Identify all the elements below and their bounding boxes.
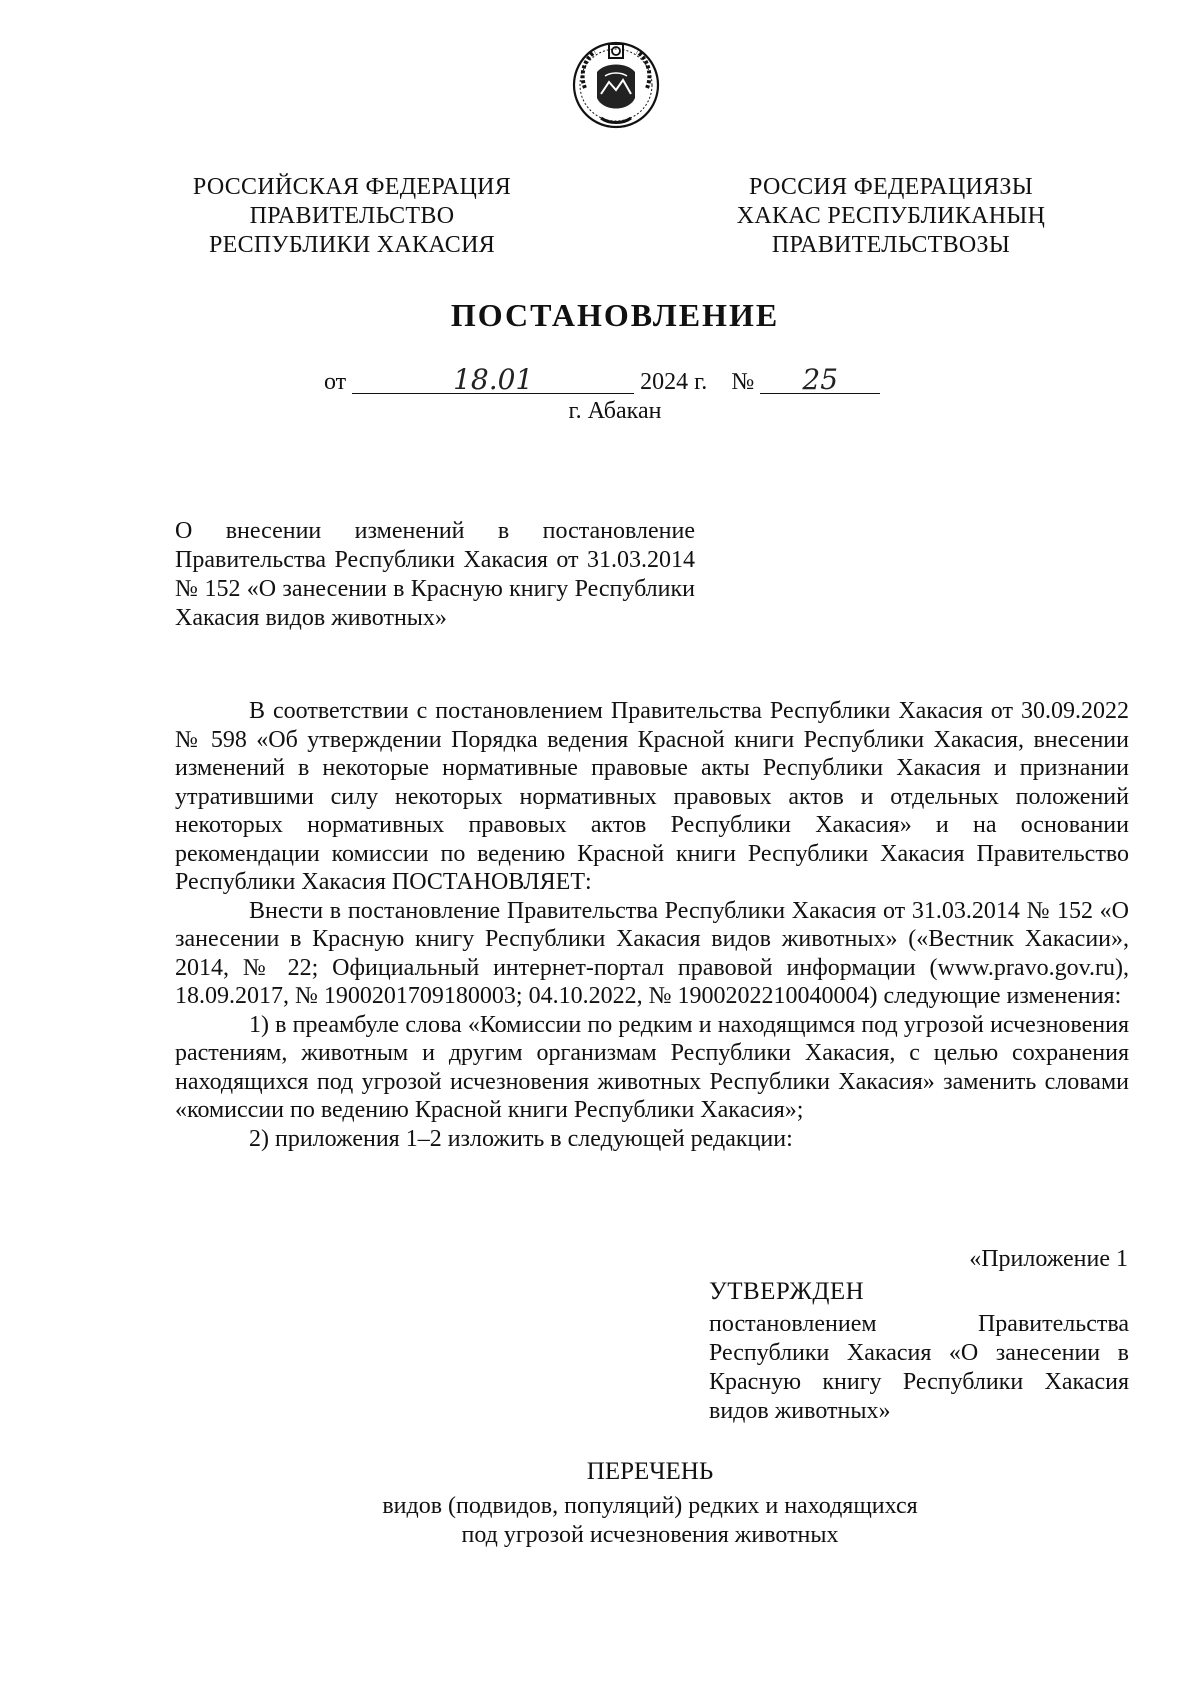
coat-of-arms-emblem (571, 38, 661, 130)
body-paragraph: В соответствии с постановлением Правительства Республики Хакасия от 30.09.2022 № 598 «Об утверждении Порядка ведения Красной книги Республики Хакасия, внесении изменений в некоторые нормативные правовые акты Республики Хакасия и признании утратившими силу некоторых нормативных правовых актов и отдельных положений некоторых нормативных правовых актов Республики Хакасия» и на основании рекомендации комиссии по ведению Красной книги Республики Хакасия Правительство Республики Хакасия ПОСТАНОВЛЯЕТ: (175, 698, 1129, 895)
header-left-line: ПРАВИТЕЛЬСТВО (249, 203, 455, 229)
list-subtitle-line: под угрозой исчезновения животных (461, 1522, 839, 1548)
header-right-block (711, 173, 1071, 260)
body-paragraph: 2) приложения 1–2 изложить в следующей редакции: (249, 1125, 793, 1152)
document-body (175, 697, 1129, 1153)
header-left-line: РЕСПУБЛИКИ ХАКАСИЯ (208, 232, 496, 258)
number-label: № (731, 369, 755, 395)
handwritten-date: 18.01 (352, 367, 634, 394)
document-title: ПОСТАНОВЛЕНИЕ (450, 297, 780, 333)
city-label: г. Абакан (568, 398, 662, 424)
year-label: 2024 г. (640, 369, 708, 395)
from-label: от (324, 369, 347, 395)
header-right-line: ХАКАС РЕСПУБЛИКАНЫҢ (736, 203, 1046, 229)
list-subtitle-line: видов (подвидов, популяций) редких и находящихся (382, 1493, 918, 1519)
handwritten-number: 25 (760, 367, 880, 394)
approved-title: УТВЕРЖДЕН (709, 1278, 865, 1305)
subject-text: О внесении изменений в постановление Правительства Республики Хакасия от 31.03.2014 № 152 «О занесении в Красную книгу Республики Хакасия видов животных» (175, 518, 695, 631)
header-right-line: РОССИЯ ФЕДЕРАЦИЯЗЫ (749, 174, 1033, 200)
approved-text: постановлением Правительства Республики Хакасия «О занесении в Красную книгу Республики Хакасия видов животных» (709, 1311, 1129, 1424)
header-right-line: ПРАВИТЕЛЬСТВОЗЫ (771, 232, 1011, 258)
appendix-label: «Приложение 1 (969, 1246, 1128, 1272)
header-left-block (172, 173, 532, 260)
body-paragraph: Внести в постановление Правительства Республики Хакасия от 31.03.2014 № 152 «О занесении в Красную книгу Республики Хакасия видов животных» («Вестник Хакасии», 2014, № 22; Официальный интернет-портал правовой информации (www.pravo.gov.ru), 18.09.2017, № 1900201709180003; 04.10.2022, № 1900202210040004) следующие изменения: (175, 897, 1129, 1009)
header-left-line: РОССИЙСКАЯ ФЕДЕРАЦИЯ (192, 174, 512, 200)
date-number-line (324, 363, 880, 396)
document-subject (175, 517, 695, 633)
body-paragraph: 1) в преамбуле слова «Комиссии по редким и находящимся под угрозой исчезновения растениям, животным и другим организмам Республики Хакасия, с целью сохранения находящихся под угрозой исчезновения животных Республики Хакасия» заменить словами «комиссии по ведению Красной книги Республики Хакасия»; (175, 1011, 1129, 1123)
list-subtitle (0, 1492, 1200, 1550)
list-title: ПЕРЕЧЕНЬ (586, 1458, 714, 1485)
